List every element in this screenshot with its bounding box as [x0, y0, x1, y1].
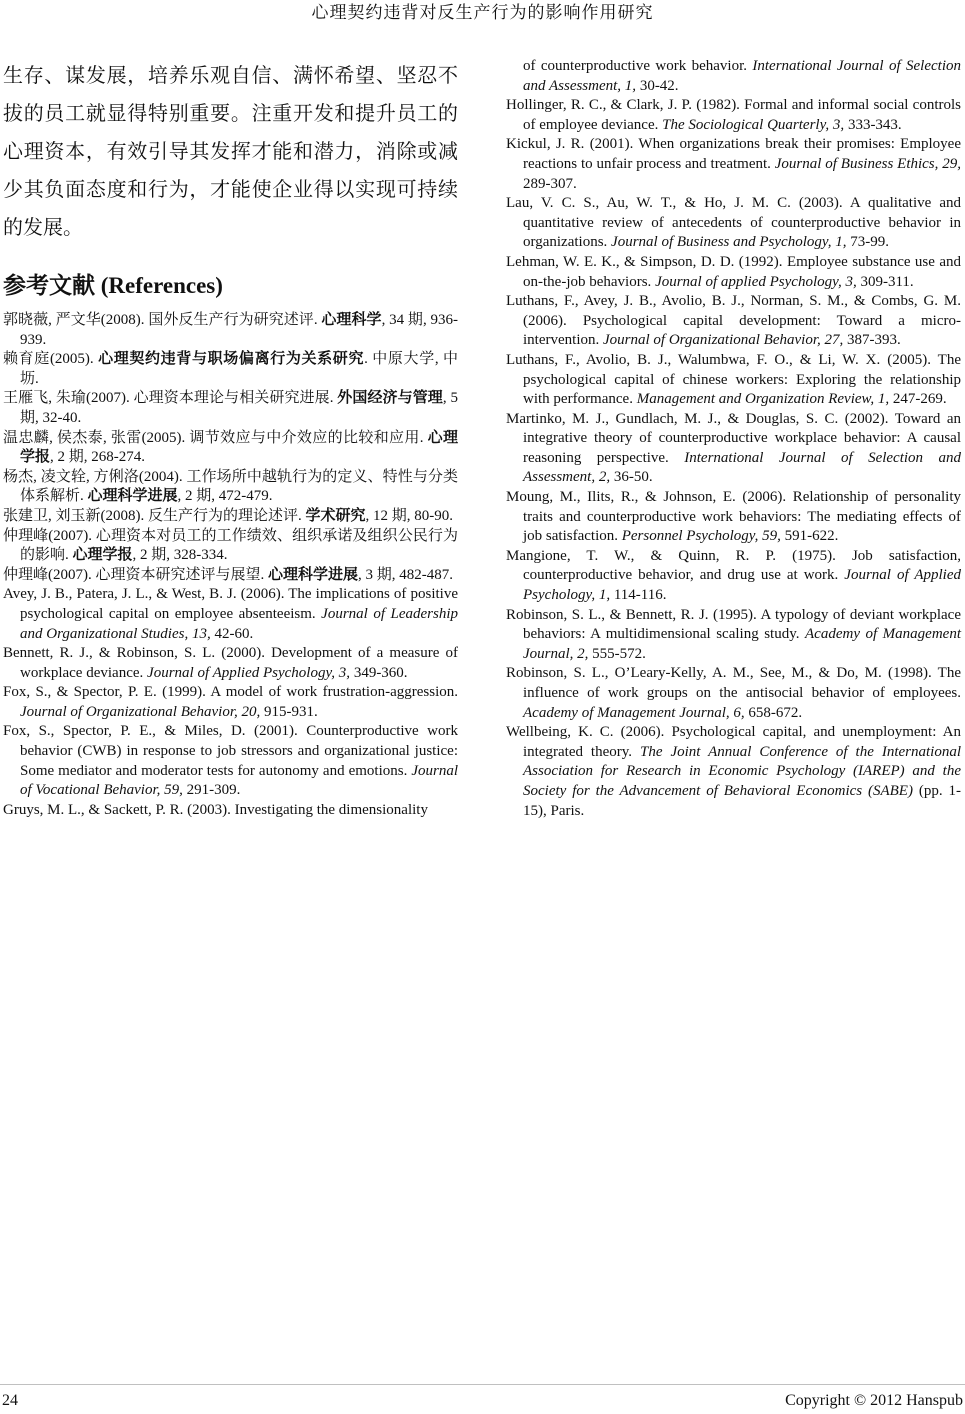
journal-title-bold: 心理科学进展 [268, 566, 359, 583]
reference-item [3, 429, 458, 468]
reference-text: of counterproductive work behavior. [523, 58, 753, 74]
reference-item [3, 566, 458, 586]
journal-title-italic: Journal of Business and Psychology, 1, [611, 234, 851, 251]
reference-item [3, 683, 458, 722]
reference-text: Martinko, M. J., Gundlach, M. J., & Douglas, S. C. (2002). Toward an integrative theory of counterproductive workplace behavior: A causal reasoning perspective. [506, 410, 961, 466]
journal-title-italic: Journal of Organizational Behavior, 20, [20, 703, 265, 720]
reference-text: Bennett, R. J., & Robinson, S. L. (2000). Development of a measure of workplace deviance. [3, 645, 458, 681]
reference-item [3, 468, 458, 507]
journal-title-italic: Academy of Management Journal, 2, [523, 626, 961, 662]
reference-text: Luthans, F., Avey, J. B., Avolio, B. J., Norman, S. M., & Combs, G. M. (2006). Psychological capital development: Toward a micro-intervention. [506, 293, 961, 349]
right-column [506, 57, 961, 821]
body-paragraph: 生存、谋发展，培养乐观自信、满怀希望、坚忍不拔的员工就显得特别重要。注重开发和提升员工的心理资本，有效引导其发挥才能和潜力，消除或减少其负面态度和行为，才能使企业得以实现可持续的发展。 [3, 65, 458, 239]
footer-divider [0, 1384, 965, 1385]
reference-item [3, 527, 458, 566]
reference-text: 36-50. [613, 469, 653, 486]
reference-text: 张建卫, 刘玉新(2008). 反生产行为的理论述评. [3, 507, 306, 524]
reference-text: 555-572. [592, 645, 646, 662]
reference-text: Fox, S., & Spector, P. E. (1999). A model of work frustration-aggression. [3, 684, 458, 701]
reference-text: , 34 期, 936-939. [20, 312, 458, 348]
journal-title-italic: Journal of Applied Psychology, 1, [523, 567, 961, 604]
journal-title-italic: Journal of Organizational Behavior, 27, [602, 332, 848, 349]
journal-title-italic: The Joint Annual Conference of the International Association for Research in Economic Psychology (IAREP) and the Society for the Advancement of Behavioral Economics (SABE) [523, 743, 961, 799]
reference-text: 仲理峰(2007). 心理资本对员工的工作绩效、组织承诺及组织公民行为的影响. [3, 527, 458, 564]
reference-item [506, 135, 961, 194]
two-column-body [3, 57, 962, 821]
reference-text: 247-269. [892, 391, 947, 408]
reference-item [506, 351, 961, 410]
journal-title-italic: Journal of applied Psychology, 3, [655, 273, 861, 290]
reference-item [506, 606, 961, 665]
reference-text: 658-672. [748, 704, 803, 721]
journal-title-italic: International Journal of Selection and Assessment, 2, [523, 449, 961, 486]
reference-text: , 2 期, 268-274. [50, 449, 146, 466]
reference-text: Moung, M., Ilits, R., & Johnson, E. (2006). Relationship of personality traits and counterproductive work behaviors: The mediating effects of job satisfaction. [506, 489, 961, 545]
references-list-right [506, 57, 961, 821]
left-column [3, 57, 458, 820]
reference-text: 387-393. [847, 332, 901, 349]
reference-item [506, 57, 961, 96]
reference-text: 591-622. [784, 528, 839, 545]
reference-item [3, 350, 458, 389]
reference-text: Lau, V. C. S., Au, W. T., & Ho, J. M. C. (2003). A qualitative and quantitative review of antecedents of counterproductive behavior in organizations. [506, 195, 961, 251]
reference-item [506, 194, 961, 253]
page-number: 24 [2, 1392, 18, 1409]
references-list-left [3, 311, 458, 820]
journal-title-italic: Management and Organization Review, 1, [636, 391, 893, 408]
reference-text: 郭晓薇, 严文华(2008). 国外反生产行为研究述评. [3, 312, 322, 328]
journal-title-bold: 心理契约违背与职场偏离行为关系研究 [98, 351, 365, 368]
journal-title-italic: Journal of Vocational Behavior, 59, [20, 762, 458, 799]
reference-text: Mangione, T. W., & Quinn, R. P. (1975). Job satisfaction, counterproductive behavior, and drug use at work. [506, 547, 961, 584]
reference-item [506, 253, 961, 292]
reference-item [506, 547, 961, 606]
reference-text: Kickul, J. R. (2001). When organizations break their promises: Employee reactions to unfair process and treatment. [506, 136, 961, 172]
journal-title-italic: Academy of Management Journal, 6, [523, 704, 749, 721]
journal-title-bold: 心理科学 [321, 312, 382, 328]
reference-text: Avey, J. B., Patera, J. L., & West, B. J. (2006). The implications of positive psychological capital on employee absenteeism. [3, 586, 458, 622]
reference-item [3, 801, 458, 821]
references-heading: 参考文献 (References) [3, 273, 223, 298]
journal-title-italic: The Sociological Quarterly, 3, [662, 116, 848, 133]
reference-text: Wellbeing, K. C. (2006). Psychological capital, and unemployment: An integrated theory. [506, 724, 961, 760]
reference-text: Fox, S., Spector, P. E., & Miles, D. (2001). Counterproductive work behavior (CWB) in response to job stressors and organizational justice: Some mediator and moderator tests for autonomy and emotions. [3, 723, 458, 779]
reference-text: 333-343. [847, 116, 902, 133]
journal-title-italic: Personnel Psychology, 59, [621, 528, 785, 545]
reference-text: , 2 期, 328-334. [132, 547, 228, 564]
reference-text: Gruys, M. L., & Sackett, P. R. (2003). Investigating the dimensionality [3, 801, 428, 818]
reference-text: Robinson, S. L., & Bennett, R. J. (1995). A typology of deviant workplace behaviors: A multidimensional scaling study. [506, 606, 961, 643]
reference-text: 王雁飞, 朱瑜(2007). 心理资本理论与相关研究进展. [3, 390, 338, 407]
reference-text: 114-116. [613, 587, 667, 604]
reference-item [3, 311, 458, 350]
journal-title-bold: 学术研究 [305, 507, 366, 524]
reference-text: , 3 期, 482-487. [358, 566, 454, 583]
journal-title-bold: 心理学报 [72, 547, 133, 564]
reference-item [3, 389, 458, 428]
reference-item [506, 664, 961, 723]
reference-text: 309-311. [860, 273, 914, 290]
journal-title-bold: 心理科学进展 [87, 488, 178, 505]
reference-item [506, 723, 961, 821]
journal-title-bold: 外国经济与管理 [337, 390, 443, 407]
reference-item [506, 410, 961, 488]
reference-text: , 2 期, 472-479. [177, 488, 273, 505]
reference-text: 杨杰, 凌文辁, 方俐洛(2004). 工作场所中越轨行为的定义、特性与分类体系解析. [3, 468, 458, 505]
reference-item [506, 292, 961, 351]
reference-text: , 5 期, 32-40. [20, 390, 458, 426]
reference-text: 42-60. [214, 625, 254, 642]
reference-text: Robinson, S. L., O’Leary-Kelly, A. M., See, M., & Do, M. (1998). The influence of work groups on the antisocial behavior of employees. [506, 665, 961, 701]
journal-title-italic: Journal of Applied Psychology, 3, [147, 664, 354, 681]
reference-text: Lehman, W. E. K., & Simpson, D. D. (1992). Employee substance use and on-the-job behaviors. [506, 253, 961, 290]
reference-item [3, 722, 458, 800]
reference-item [3, 585, 458, 644]
reference-item [506, 488, 961, 547]
page-title: 心理契约违背对反生产行为的影响作用研究 [311, 3, 654, 22]
reference-text: 仲理峰(2007). 心理资本研究述评与展望. [3, 566, 268, 583]
reference-text: (pp. 1-15), Paris. [523, 782, 961, 819]
journal-title-italic: Journal of Leadership and Organizational Studies, 13, [20, 605, 458, 642]
reference-item [506, 96, 961, 135]
reference-text: 赖育庭(2005). [3, 351, 99, 368]
journal-title-bold: 心理学报 [20, 429, 458, 466]
reference-text: 温忠麟, 侯杰泰, 张雷(2005). 调节效应与中介效应的比较和应用. [3, 429, 428, 446]
reference-text: 30-42. [639, 77, 679, 94]
reference-item [3, 507, 458, 527]
journal-title-italic: Journal of Business Ethics, 29, [774, 155, 961, 172]
reference-text: 349-360. [353, 664, 408, 681]
reference-text: , 12 期, 80-90. [365, 507, 454, 524]
reference-text: Luthans, F., Avolio, B. J., Walumbwa, F. O., & Li, W. X. (2005). The psychological capital of chinese workers: Exploring the relationship with performance. [506, 351, 961, 408]
reference-text: . 中原大学, 中坜. [20, 351, 458, 387]
reference-text: Hollinger, R. C., & Clark, J. P. (1982). Formal and informal social controls of employee deviance. [506, 97, 961, 133]
reference-text: 73-99. [850, 234, 889, 251]
reference-item [3, 644, 458, 683]
reference-text: 291-309. [186, 782, 241, 799]
reference-text: 915-931. [264, 703, 318, 720]
copyright-notice: Copyright © 2012 Hanspub [785, 1392, 963, 1409]
journal-title-italic: International Journal of Selection and Assessment, 1, [523, 58, 961, 94]
reference-text: 289-307. [523, 175, 577, 192]
